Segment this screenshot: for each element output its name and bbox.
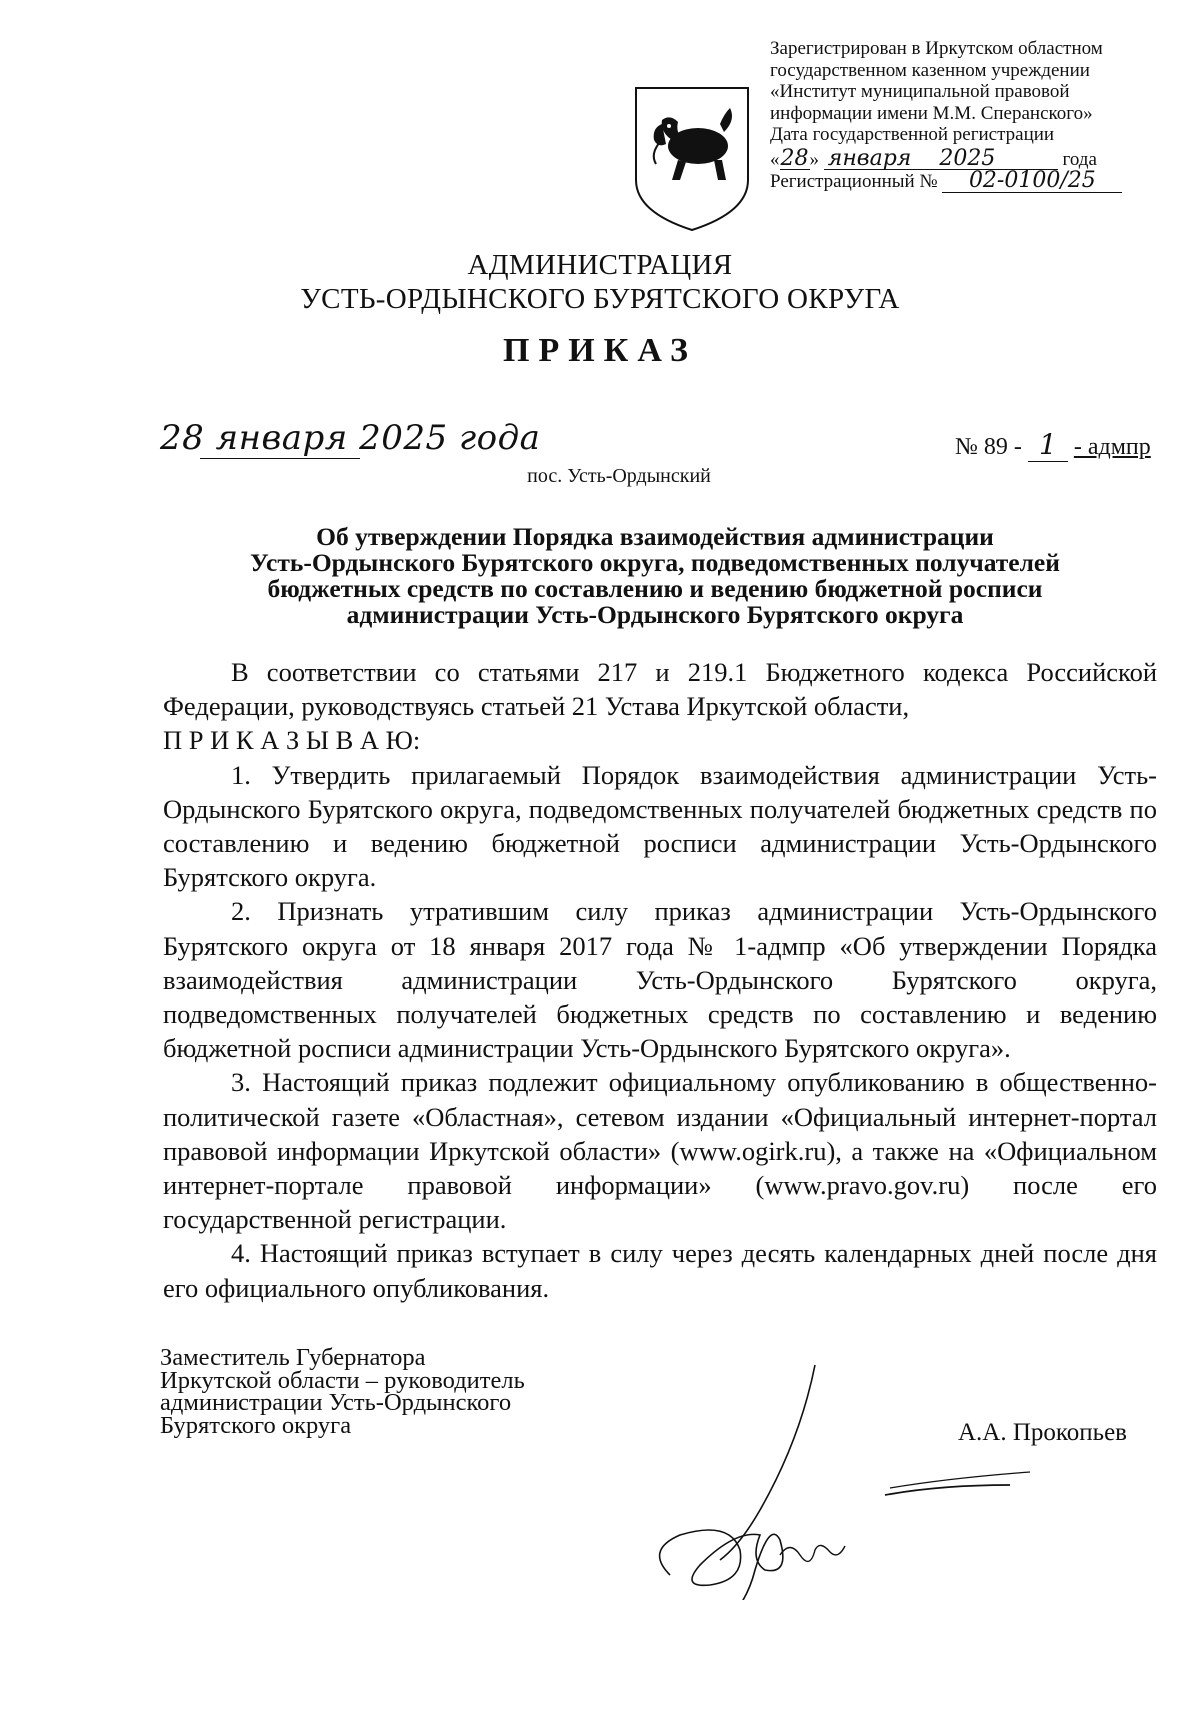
registration-day-close: » (809, 148, 819, 170)
registration-line-4: информации имени М.М. Сперанского» (770, 102, 1093, 124)
number-prefix: № 89 - (955, 434, 1022, 460)
registration-day-open: « (770, 148, 780, 170)
registration-day: 28 (780, 145, 809, 171)
signatory-name: А.А. Прокопьев (958, 1419, 1127, 1446)
registration-line-5: Дата государственной регистрации (770, 124, 1055, 145)
title-line-3: бюджетных средств по составлению и ведению бюджетной росписи (267, 574, 1043, 603)
document-place: пос. Усть-Ордынский (527, 465, 711, 487)
registration-line-3: «Институт муниципальной правовой (770, 81, 1070, 102)
title-line-4: администрации Усть-Ордынского Бурятского округа (346, 600, 964, 629)
document-type: ПРИКАЗ (503, 332, 697, 369)
registration-number-row (770, 170, 1150, 193)
item-3: 3. Настоящий приказ подлежит официальному опубликованию в общественно-политической газете «Областная», сетевом издании «Официальный интернет-портал правовой информации Иркутской области» (www.ogirk.ru), а также на «Официальном интернет-портале правовой информации» (www.pravo.gov.ru) после его государственной регистрации. (163, 1067, 1157, 1235)
registration-line-2: государственном казенном учреждении (770, 59, 1090, 81)
position-line-1: Заместитель Губернатора (160, 1344, 426, 1371)
organization-name (0, 248, 1200, 316)
registration-line-1: Зарегистрирован в Иркутском областном (770, 38, 1103, 59)
document-title (170, 524, 1140, 628)
position-line-4: Бурятского округа (160, 1411, 352, 1439)
item-1: 1. Утвердить прилагаемый Порядок взаимодействия администрации Усть-Ордынского Бурятского округа, подведомственных получателей бюджетных средств по составлению и ведению бюджетной росписи администрации Усть-Ордынского Бурятского округа. (163, 759, 1157, 893)
number-suffix: - адмпр (1073, 434, 1151, 460)
number-handwritten: 1 (1028, 428, 1068, 462)
title-line-2: Усть-Ордынского Бурятского округа, подведомственных получателей (250, 548, 1060, 577)
preamble: В соответствии со статьями 217 и 219.1 Бюджетного кодекса Российской Федерации, руководствуясь статьей 21 Устава Иркутской области, (163, 657, 1157, 722)
registration-month: января (827, 145, 912, 171)
date-underline (200, 458, 360, 459)
coat-of-arms-icon (632, 84, 752, 234)
document-date: 28 января 2025 года (160, 418, 541, 458)
position-line-2: Иркутской области – руководитель (160, 1366, 525, 1394)
registration-date (770, 145, 1150, 171)
registration-year: 2025 (939, 145, 996, 171)
item-2: 2. Признать утратившим силу приказ администрации Усть-Ордынского Бурятского округа от 18 января 2017 года № 1-адмпр «Об утверждении Порядка взаимодействия администрации Усть-Ордынского Бурятского округа, подведомственных получателей бюджетных средств по составлению и ведению бюджетной росписи администрации Усть-Ордынского Бурятского округа». (163, 896, 1157, 1064)
handwritten-signature (640, 1360, 1080, 1600)
document-number (955, 428, 1151, 462)
signatory-position (160, 1344, 525, 1439)
organization-line-2: УСТЬ-ОРДЫНСКОГО БУРЯТСКОГО ОКРУГА (300, 283, 900, 315)
organization-line-1: АДМИНИСТРАЦИЯ (467, 249, 733, 281)
order-word: П Р И К А З Ы В А Ю: (163, 725, 421, 756)
registration-stamp (770, 38, 1150, 193)
document-body (163, 655, 1157, 1305)
registration-number-label: Регистрационный № (770, 171, 938, 192)
position-line-3: администрации Усть-Ордынского (160, 1389, 512, 1416)
registration-month-year (824, 145, 1058, 171)
title-line-1: Об утверждении Порядка взаимодействия администрации (316, 522, 994, 551)
registration-year-suffix: года (1062, 148, 1097, 170)
item-4: 4. Настоящий приказ вступает в силу через десять календарных дней после дня его официального опубликования. (163, 1238, 1157, 1303)
registration-number: 02-0100/25 (942, 170, 1122, 193)
